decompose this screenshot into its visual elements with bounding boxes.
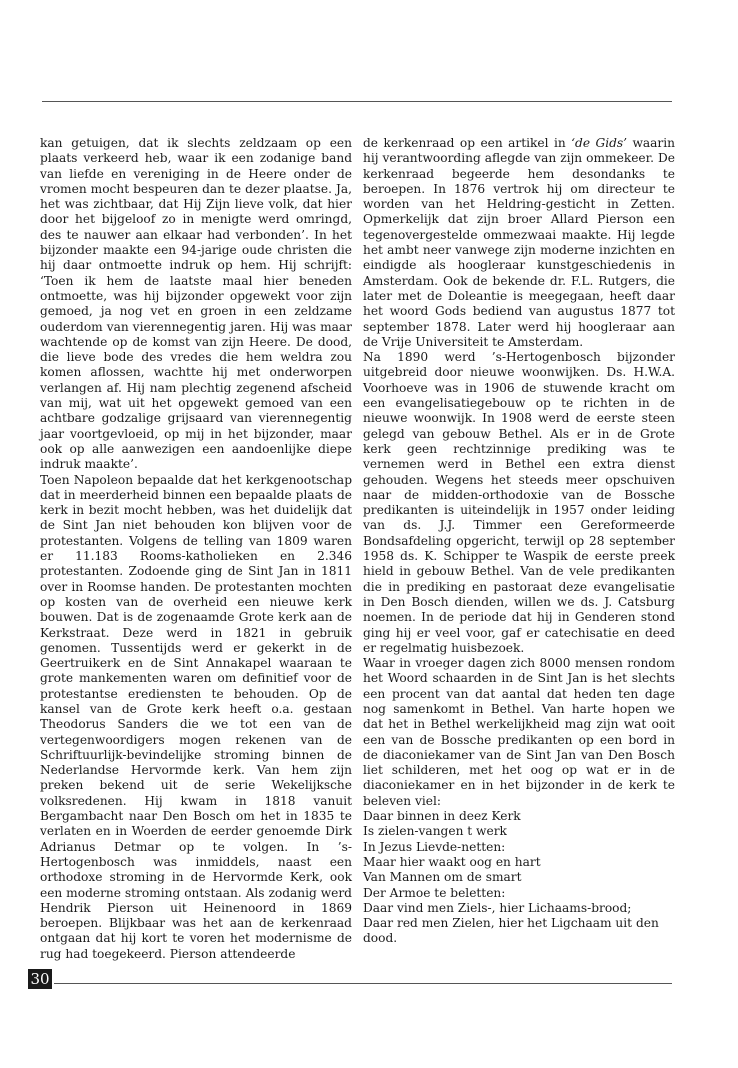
header-rule xyxy=(42,101,672,102)
text-run: de kerkenraad op een artikel in xyxy=(363,136,572,150)
paragraph: Waar in vroeger dagen zich 8000 mensen rondom het Woord schaarden in de Sint Jan is het slechts een procent van dat aantal dat heden ten dage nog samenkomt in Bethel. Van harte hopen we dat het in Bethel werkelijkheid mag zijn wat ooit een van de Bossche predikanten op een bord in de diaconiekamer van de Sint Jan van Den Bosch liet schilderen, met het oog op wat er in de diaconiekamer en in het bijzonder in de kerk te beleven viel: xyxy=(363,656,675,808)
verse-line: Maar hier waakt oog en hart xyxy=(363,854,541,869)
footer-rule xyxy=(54,983,672,984)
paragraph xyxy=(363,136,675,350)
paragraph: Toen Napoleon bepaalde dat het kerkgenootschap dat in meerderheid binnen een bepaalde plaats de kerk in bezit mocht hebben, was het duidelijk dat de Sint Jan niet behouden kon blijven voor de protestanten. Volgens de telling van 1809 waren er 11.183 Rooms-katholieken en 2.346 protestanten. Zodoende ging de Sint Jan in 1811 over in Roomse handen. De protestanten mochten op kosten van de overheid een nieuwe kerk bouwen. Dat is de zogenaamde Grote kerk aan de Kerkstraat. Deze werd in 1821 in gebruik genomen. Tussentijds werd er gekerkt in de Geertruikerk en de Sint Annakapel waaraan te grote mankementen waren om definitief voor de protestantse erediensten te behouden. Op de kansel van de Grote kerk heeft o.a. gestaan Theodorus Sanders die we tot een van de vertegenwoordigers mogen rekenen van de Schriftuurlijk-bevindelijke stroming binnen de Nederlandse Hervormde kerk. Van hem zijn preken bekend uit de serie Wekelijksche volksredenen. Hij kwam in 1818 vanuit Bergambacht naar Den Bosch om het in 1835 te verlaten en in Woerden de eerder genoemde Dirk Adrianus Detmar op te volgen. In ’s-Hertogenbosch was inmiddels, naast een orthodoxe stroming in de Hervormde Kerk, ook een moderne stroming ontstaan. Als zodanig werd Hendrik Pierson uit Heinenoord in 1869 beroepen. Blijkbaar was het aan de kerkenraad ontgaan dat hij kort te voren het modernisme de rug had toegekeerd. Pierson attendeerde xyxy=(40,472,352,961)
verse-line: Daar binnen in deez Kerk xyxy=(363,809,521,824)
right-column xyxy=(363,136,675,947)
verse-line: Is zielen-vangen t werk xyxy=(363,824,507,839)
verse-line: Daar red men Zielen, hier het Ligchaam uit den dood. xyxy=(363,916,659,946)
publication-title: ‘de Gids’ xyxy=(571,136,628,150)
paragraph: Na 1890 werd ’s-Hertogenbosch bijzonder uitgebreid door nieuwe woonwijken. Ds. H.W.A. Voorhoeve was in 1906 de stuwende kracht om een evangelisatiegebouw op te richten in de nieuwe woonwijk. In 1908 werd de eerste steen gelegd van gebouw Bethel. Als er in de Grote kerk geen rechtzinnige prediking was te vernemen werd in Bethel een extra dienst gehouden. Wegens het steeds meer opschuiven naar de midden-orthodoxie van de Bossche predikanten is uiteindelijk in 1957 onder leiding van ds. J.J. Timmer een Gereformeerde Bondsafdeling opgericht, terwijl op 28 september 1958 ds. K. Schipper te Waspik de eerste preek hield in gebouw Bethel. Van de vele predikanten die in prediking en pastoraat deze evangelisatie in Den Bosch dienden, willen we ds. J. Catsburg noemen. In de periode dat hij in Genderen stond ging hij er veel voor, gaf er catechisatie en deed er regelmatig huisbezoek. xyxy=(363,350,675,655)
left-column xyxy=(40,136,352,962)
paragraph: kan getuigen, dat ik slechts zeldzaam op een plaats verkeerd heb, waar ik een zodanige band van liefde en vereniging in de Heere onder de vromen mocht bespeuren dan te dezer plaatse. Ja, het was zichtbaar, dat Hij Zijn lieve volk, dat hier door het bijgeloof zo in menigte werd omringd, des te nauwer aan elkaar had verbonden’. In het bijzonder maakte een 94-jarige oude christen die hij daar ontmoette indruk op hem. Hij schrijft: ‘Toen ik hem de laatste maal hier beneden ontmoette, was hij bijzonder opgewekt voor zijn gemoed, ja nog vet en groen in een zeldzame ouderdom van vierennegentig jaren. Hij was maar wachtende op de komst van zijn Heere. De dood, die lieve bode des vredes die hem weldra zou komen aflossen, wachtte hij met onderworpen verlangen af. Hij nam plechtig zegenend afscheid van mij, wat uit het opgewekt gemoed van een achtbare godzalige grijsaard van vierennegentig jaar voortgevloeid, op mij in het bijzonder, maar ook op alle aanwezigen een aandoenlijke diepe indruk maakte’. xyxy=(40,136,352,472)
text-run: waarin hij verantwoording aflegde van zijn ommekeer. De kerkenraad begeerde hem desondanks te beroepen. In 1876 vertrok hij om directeur te worden van het Heldring-gesticht in Zetten. Opmerkelijk dat zijn broer Allard Pierson een tegenovergestelde ommezwaai maakte. Hij legde het ambt neer vanwege zijn moderne inzichten en eindigde als hoogleraar kunstgeschiedenis in Amsterdam. Ook de bekende dr. F.L. Rutgers, die later met de Doleantie is meegegaan, heeft daar het woord Gods bediend van augustus 1877 tot september 1878. Later werd hij hoogleraar aan de Vrije Universiteit te Amsterdam. xyxy=(363,136,675,349)
page-number: 30 xyxy=(28,969,52,989)
verse-inscription xyxy=(363,809,675,947)
verse-line: Daar vind men Ziels-, hier Lichaams-brood; xyxy=(363,900,632,915)
verse-line: In Jezus Lievde-netten: xyxy=(363,839,506,854)
verse-line: Van Mannen om de smart xyxy=(363,870,522,885)
verse-line: Der Armoe te beletten: xyxy=(363,885,506,900)
